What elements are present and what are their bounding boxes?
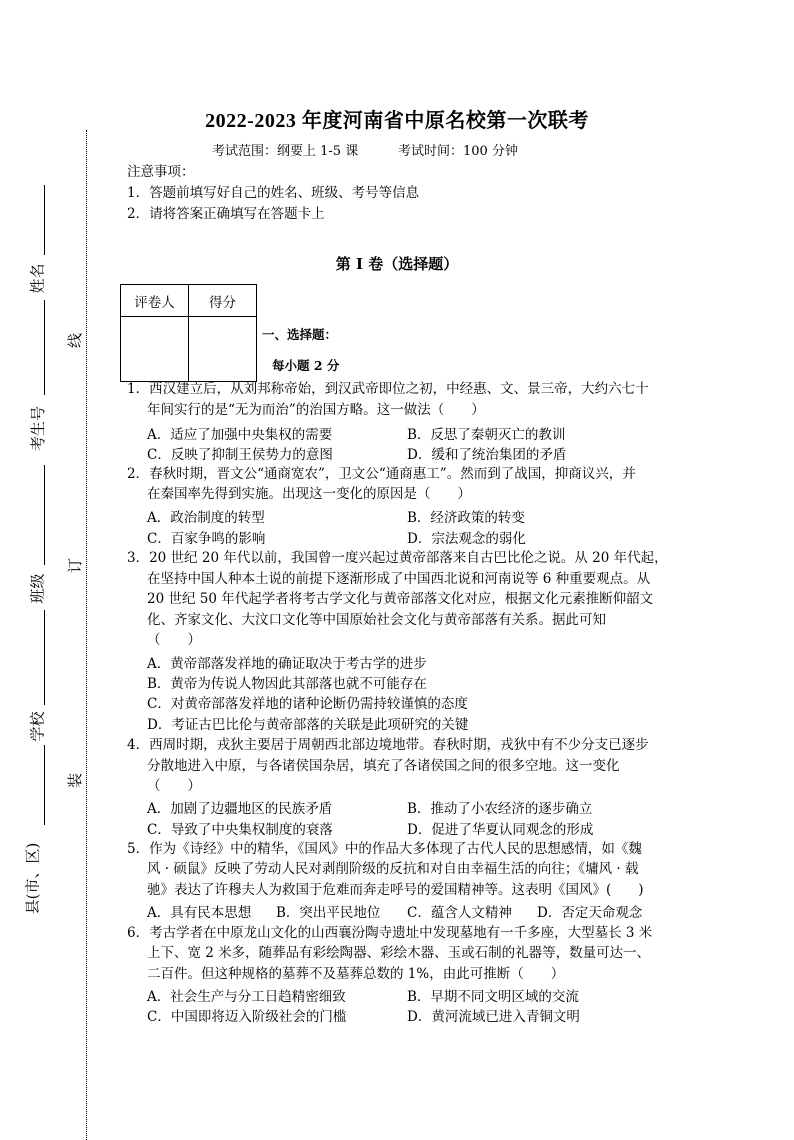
county-blank-line	[44, 745, 45, 825]
exam-title: 2022-2023 年度河南省中原名校第一次联考	[205, 110, 589, 132]
question-2-option-c: C．百家争鸣的影响	[147, 531, 266, 547]
question-3-line: 化、齐家文化、大汶口文化等中国原始社会文化与黄帝部落有关系。据此可知	[147, 612, 606, 628]
question-3-option-c: C．对黄帝部落发祥地的诸种论断仍需持较谨慎的态度	[147, 696, 468, 712]
binding-dotted-line	[86, 130, 87, 1140]
exam-time: 考试时间：100 分钟	[398, 144, 518, 159]
question-3-line: 在坚持中国人种本土说的前提下逐渐形成了中国西北说和河南说等 6 种重要观点。从	[147, 571, 651, 587]
question-4-line: 分散地进入中原，与各诸侯国杂居，填充了各诸侯国之间的很多空地。这一变化	[147, 758, 620, 774]
county-label: 县(市、区)	[23, 842, 42, 915]
question-5-option-a: A．具有民本思想	[147, 905, 252, 921]
notes-item: 2．请将答案正确填写在答题卡上	[127, 206, 325, 222]
question-6-option-a: A．社会生产与分工日趋精密细致	[147, 989, 346, 1005]
question-4-option-a: A．加剧了边疆地区的民族矛盾	[147, 801, 333, 817]
question-1-option-d: D．缓和了统治集团的矛盾	[407, 447, 567, 463]
exam-no-label: 考生号	[29, 405, 48, 452]
class-blank-line	[44, 465, 45, 565]
question-3-line: 3．20 世纪 20 年代以前，我国曾一度兴起过黄帝部落来自古巴比伦之说。从 20 年代起，	[127, 550, 668, 566]
exam-range: 考试范围：纲要上 1-5 课	[212, 144, 359, 159]
question-6-line: 上下、宽 2 米多，随葬品有彩绘陶器、彩绘木器、玉或石制的礼器等，数量可达一、	[147, 945, 651, 961]
question-1-line: 年间实行的是“无为而治”的治国方略。这一做法（ ）	[147, 402, 485, 418]
question-2-option-b: B．经济政策的转变	[407, 510, 525, 526]
question-5-line: 5．作为《诗经》中的精华，《国风》中的作品大多体现了古代人民的思想感情，如《魏	[127, 841, 642, 857]
question-3-option-b: B．黄帝为传说人物因此其部落也就不可能存在	[147, 676, 427, 692]
class-label: 班级	[28, 573, 47, 604]
notes-item: 1．答题前填写好自己的姓名、班级、考号等信息	[127, 185, 420, 201]
part-title: 一、选择题：	[262, 327, 338, 342]
school-label: 学校	[28, 711, 47, 742]
question-6-option-c: C．中国即将迈入阶级社会的门槛	[147, 1009, 347, 1025]
question-1-option-c: C．反映了抑制王侯势力的意图	[147, 447, 333, 463]
question-5-option-c: C．蕴含人文精神	[407, 905, 512, 921]
cut-label-zhuang: 装	[66, 772, 85, 789]
question-1-line: 1．西汉建立后，从刘邦称帝始，到汉武帝即位之初，中经惠、文、景三帝，大约六七十	[127, 381, 649, 397]
school-blank-line	[44, 610, 45, 705]
question-1-option-a: A．适应了加强中央集权的需要	[147, 427, 333, 443]
exam-no-blank-line	[44, 300, 45, 395]
grader-cell	[121, 317, 189, 382]
score-cell	[189, 317, 257, 382]
question-4-line: 4．西周时期，戎狄主要居于周朝西北部边境地带。春秋时期，戎狄中有不少分支已逐步	[127, 737, 649, 753]
question-5-option-d: D．否定天命观念	[537, 905, 643, 921]
question-4-option-d: D．促进了华夏认同观念的形成	[407, 822, 594, 838]
question-5-line: 驰》表达了许穆夫人为救国于危难而奔走呼号的爱国精神等。这表明《国风》( )	[147, 882, 644, 898]
question-4-option-b: B．推动了小农经济的逐步确立	[407, 801, 593, 817]
question-5-line: 风 · 硕鼠》反映了劳动人民对剥削阶级的反抗和对自由幸福生活的向往；《墉风 · 载	[147, 861, 639, 877]
notes-heading: 注意事项：	[127, 164, 195, 180]
name-blank-line	[44, 185, 45, 255]
question-3-option-d: D．考证古巴比伦与黄帝部落的关联是此项研究的关键	[147, 717, 469, 733]
question-6-option-d: D．黄河流域已进入青铜文明	[407, 1009, 580, 1025]
question-1-option-b: B．反思了秦朝灭亡的教训	[407, 427, 566, 443]
question-5-option-b: B．突出平民地位	[276, 905, 381, 921]
score-table	[120, 284, 257, 382]
part-points: 每小题 2 分	[272, 358, 340, 373]
cut-label-xian: 线	[66, 332, 85, 349]
question-4-option-c: C．导致了中央集权制度的衰落	[147, 822, 333, 838]
question-2-line: 在秦国率先得到实施。出现这一变化的原因是（ ）	[147, 486, 471, 502]
question-6-option-b: B．早期不同文明区域的交流	[407, 989, 579, 1005]
question-4-line: （ ）	[147, 778, 201, 794]
question-6-line: 二百件。但这种规格的墓葬不及墓葬总数的 1%，由此可推断（ ）	[147, 966, 565, 982]
question-3-line: （ ）	[147, 632, 201, 648]
score-header-score: 得分	[189, 285, 257, 317]
question-6-line: 6．考古学者在中原龙山文化的山西襄汾陶寺遗址中发现墓地有一千多座，大型墓长 3 米	[127, 925, 653, 941]
question-2-option-d: D．宗法观念的弱化	[407, 531, 526, 547]
name-label: 姓名	[28, 263, 47, 294]
question-3-line: 20 世纪 50 年代起学者将考古学文化与黄帝部落文化对应，根据文化元素推断仰韶文	[147, 591, 654, 607]
section-title: 第 I 卷（选择题）	[335, 255, 459, 273]
question-2-option-a: A．政治制度的转型	[147, 510, 265, 526]
cut-label-ding: 订	[66, 557, 85, 574]
score-header-grader: 评卷人	[121, 285, 189, 317]
question-2-line: 2．春秋时期，晋文公“通商宽农”，卫文公“通商惠工”。然而到了战国，抑商议兴，并	[127, 466, 636, 482]
question-3-option-a: A．黄帝部落发祥地的确证取决于考古学的进步	[147, 656, 427, 672]
